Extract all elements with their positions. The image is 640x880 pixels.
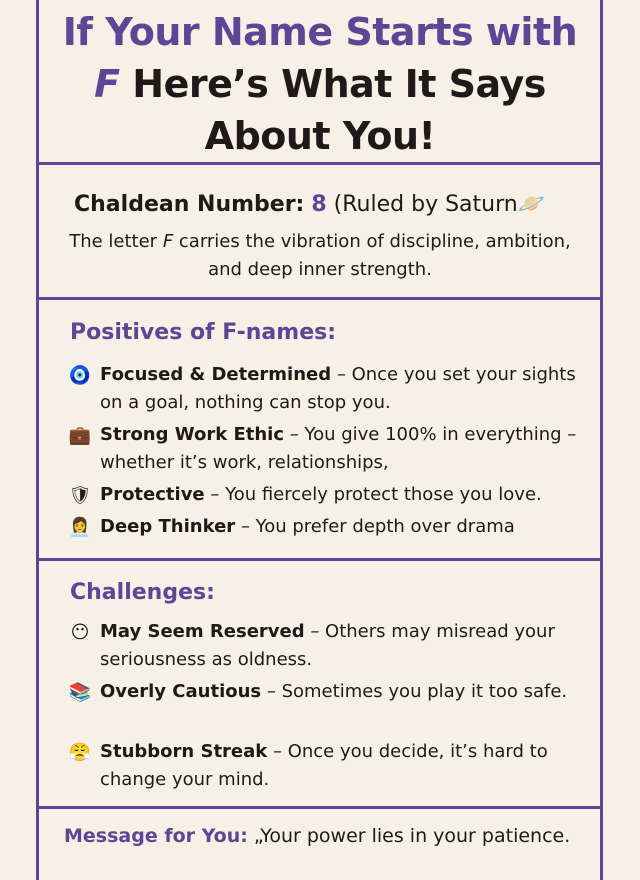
divider <box>36 297 603 300</box>
challenge-item <box>68 738 588 794</box>
title-line-2 <box>0 58 640 110</box>
item-text: – Sometimes you play it too safe. <box>261 681 568 702</box>
divider <box>36 162 603 165</box>
message-line <box>64 822 570 850</box>
title-line-1: If Your Name Starts with <box>62 10 578 54</box>
page-title <box>0 6 640 162</box>
challenges-heading: Challenges: <box>70 580 215 605</box>
item-text: – Once you decide, it’s hard to change your mind. <box>100 741 548 790</box>
intro-letter: F <box>162 231 174 252</box>
saturn-icon: 🪐 <box>517 192 546 217</box>
message-label: Message for You: <box>64 825 248 847</box>
chaldean-label: Chaldean Number: <box>74 192 305 217</box>
divider <box>36 558 603 561</box>
item-title: Overly Cautious <box>100 681 262 702</box>
eye-icon: 🧿 <box>68 365 92 386</box>
briefcase-icon: 💼 <box>68 425 92 446</box>
chaldean-ruler: (Ruled by Saturn <box>333 192 518 217</box>
thinker-icon: 👩‍💼 <box>68 517 92 538</box>
message-text: „Your power lies in your patience. <box>247 825 571 847</box>
item-title: Deep Thinker <box>100 516 236 537</box>
positive-item <box>68 513 588 541</box>
item-text: – Others may misread your seriousness as oldness. <box>100 621 555 670</box>
item-text: – You give 100% in everything – whether it’s work, relationships, <box>100 424 577 473</box>
intro-prefix: The letter <box>69 231 163 252</box>
chaldean-number: 8 <box>311 192 327 217</box>
positive-item <box>68 421 588 477</box>
item-title: Protective <box>100 484 205 505</box>
item-text: – You prefer depth over drama <box>235 516 515 537</box>
title-line-3: About You! <box>204 114 436 158</box>
intro-rest: carries the vibration of discipline, ambition, and deep inner strength. <box>173 231 571 280</box>
item-text: – Once you set your sights on a goal, nothing can stop you. <box>100 364 576 413</box>
positives-heading: Positives of F-names: <box>70 320 337 345</box>
item-text: – You fiercely protect those you love. <box>204 484 542 505</box>
item-title: May Seem Reserved <box>100 621 305 642</box>
books-icon: 📚 <box>68 682 92 703</box>
item-title: Strong Work Ethic <box>100 424 285 445</box>
challenge-item <box>68 618 588 674</box>
reserved-face-icon: 😶 <box>70 622 90 643</box>
shield-icon: 🛡 <box>68 485 92 506</box>
title-line-2-rest: Here’s What It Says <box>119 62 546 106</box>
item-title: Focused & Determined <box>100 364 332 385</box>
challenge-item <box>68 678 588 706</box>
divider <box>36 806 603 809</box>
positive-item <box>68 361 588 417</box>
chaldean-number-line <box>74 190 545 220</box>
title-letter: F <box>94 62 120 106</box>
stubborn-face-icon: 😤 <box>68 742 92 763</box>
item-title: Stubborn Streak <box>100 741 268 762</box>
intro-text <box>60 228 580 284</box>
positive-item <box>68 481 588 509</box>
